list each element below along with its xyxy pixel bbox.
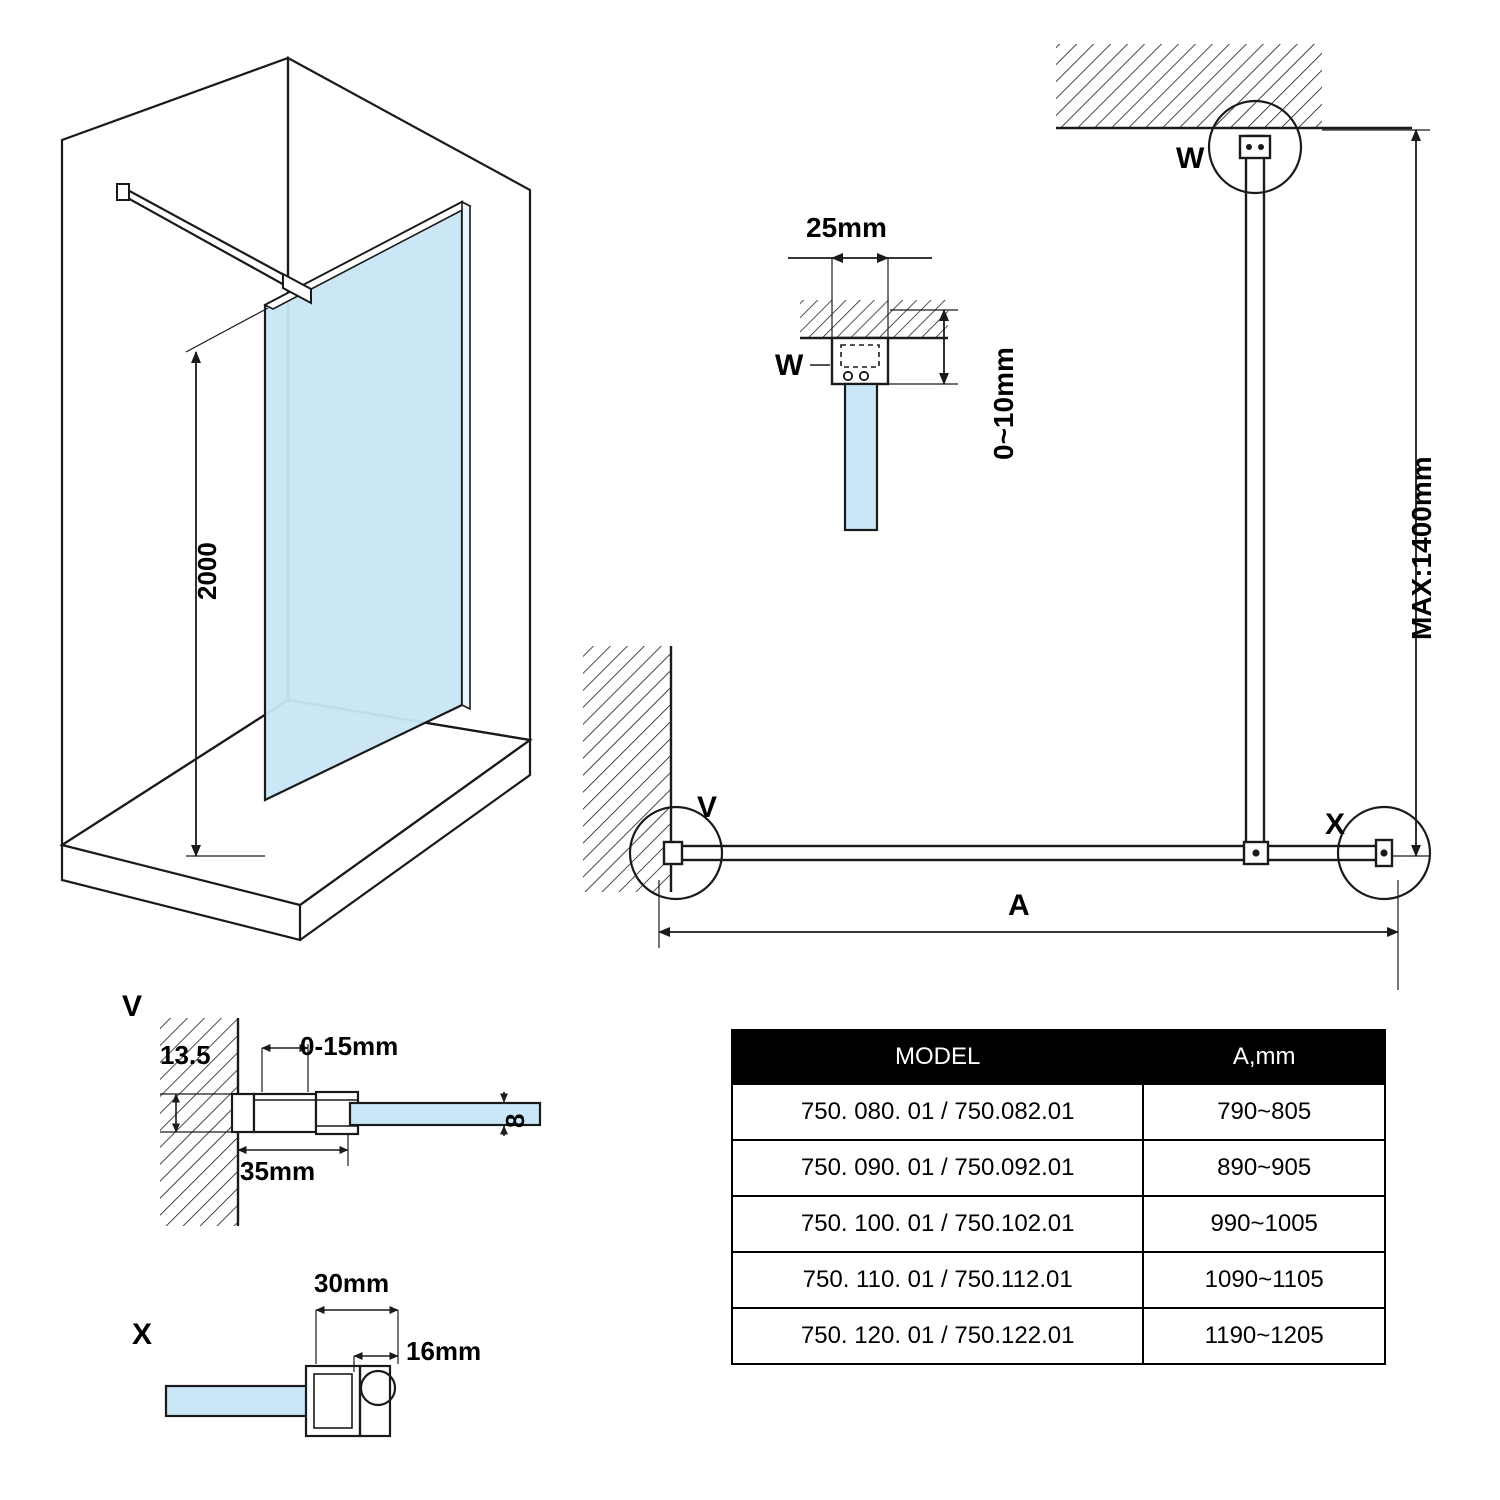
- detail-w-width-dim: 25mm: [806, 212, 887, 243]
- detail-v-callout: V: [122, 990, 143, 1023]
- detail-x-view: [166, 1310, 398, 1436]
- detail-w-view: [788, 258, 958, 530]
- detail-w-callout-left: W: [775, 349, 804, 382]
- table-header-model: MODEL: [732, 1030, 1143, 1084]
- detail-v-offset-dim: 0-15mm: [300, 1031, 399, 1061]
- detail-x-outer-dim: 30mm: [314, 1268, 390, 1298]
- plan-callout-x: X: [1325, 808, 1346, 841]
- table-row: [732, 1140, 1385, 1196]
- cell-a: 790~805: [1143, 1084, 1385, 1140]
- cell-model: 750. 100. 01 / 750.102.01: [732, 1196, 1143, 1252]
- model-spec-table: [731, 1029, 1386, 1365]
- plan-callout-v: V: [697, 791, 718, 824]
- plan-width-dim-a: A: [1008, 889, 1030, 922]
- table-row: [732, 1308, 1385, 1364]
- plan-callout-w: W: [1176, 142, 1205, 175]
- table-row: [732, 1196, 1385, 1252]
- detail-w-gap-dim: 0~10mm: [988, 347, 1019, 460]
- cell-a: 990~1005: [1143, 1196, 1385, 1252]
- table-row: [732, 1084, 1385, 1140]
- cell-model: 750. 120. 01 / 750.122.01: [732, 1308, 1143, 1364]
- detail-x-inner-dim: 16mm: [406, 1336, 482, 1366]
- iso-height-label: 2000: [192, 542, 222, 600]
- detail-v-edge-dim: 13.5: [160, 1040, 211, 1070]
- cell-a: 1190~1205: [1143, 1308, 1385, 1364]
- cell-a: 890~905: [1143, 1140, 1385, 1196]
- cell-model: 750. 090. 01 / 750.092.01: [732, 1140, 1143, 1196]
- detail-v-glass-thickness: 8: [500, 1113, 530, 1128]
- detail-v-profile-dim: 35mm: [240, 1156, 316, 1186]
- table-body: [732, 1084, 1385, 1364]
- plan-view: [583, 44, 1430, 990]
- table-header-row: [732, 1030, 1385, 1084]
- cell-model: 750. 110. 01 / 750.112.01: [732, 1252, 1143, 1308]
- isometric-view: [62, 58, 530, 940]
- cell-a: 1090~1105: [1143, 1252, 1385, 1308]
- table-row: [732, 1252, 1385, 1308]
- detail-x-callout: X: [132, 1318, 153, 1351]
- table-header-a: A,mm: [1143, 1030, 1385, 1084]
- cell-model: 750. 080. 01 / 750.082.01: [732, 1084, 1143, 1140]
- plan-max-height-dim: MAX:1400mm: [1406, 456, 1437, 640]
